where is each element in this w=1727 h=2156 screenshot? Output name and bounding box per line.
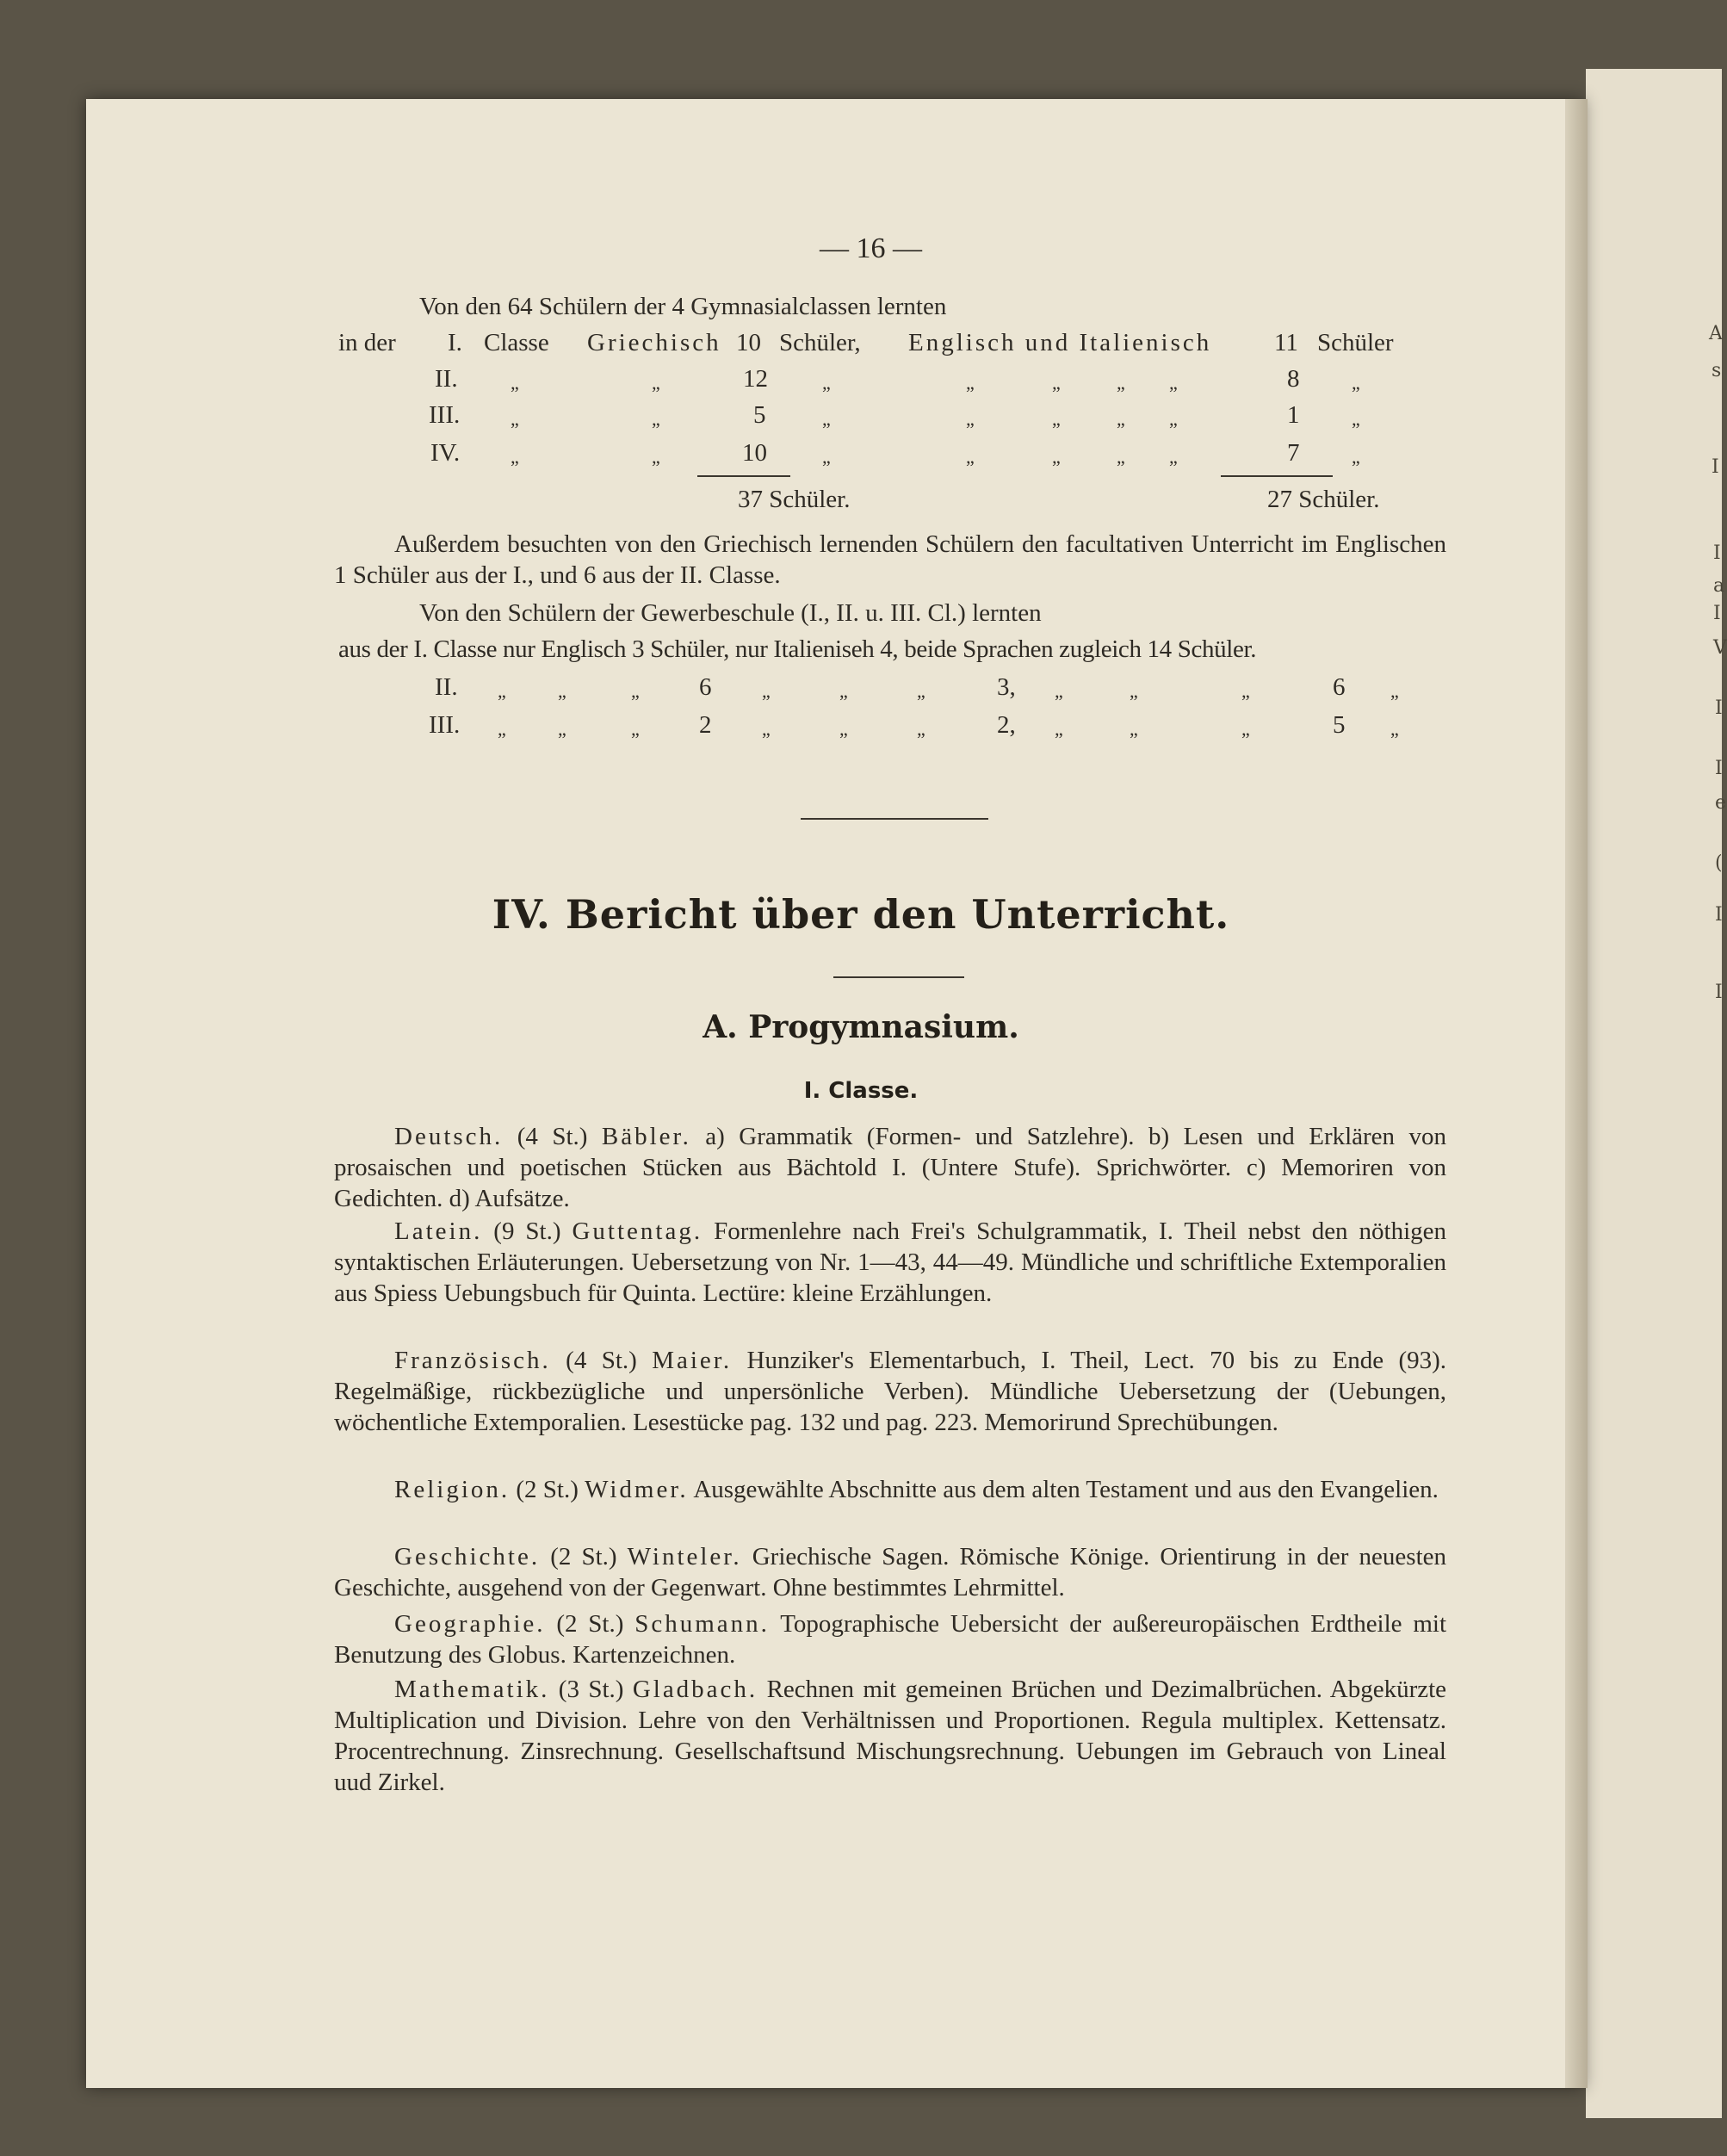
subject-text: Hunziker's Elementarbuch, I. Theil, Lect. 70 bis zu Ende (93). Regelmäßige, rückbezügliche und unpersönliche Verben). Mündliche Uebersetzung der (Uebungen, wöchentliche Extemporalien. Lesestücke pag. 132 und pag. 223. Memorirund Sprechübungen.	[334, 1347, 1447, 1436]
ditto-mark: „	[498, 718, 506, 740]
ditto-mark: „	[822, 446, 831, 468]
ditto-mark: „	[966, 372, 975, 393]
ditto-mark: „	[1055, 718, 1063, 740]
facing-letter: e	[1715, 792, 1727, 814]
subject-teacher: Widmer.	[585, 1476, 689, 1503]
ditto-mark: „	[762, 718, 771, 740]
trade-row-class: II.	[435, 673, 458, 701]
ditto-mark: „	[762, 680, 771, 702]
ditto-mark: „	[511, 446, 519, 468]
subject-teacher: Winteler.	[627, 1543, 742, 1571]
subject-hours: (4 St.)	[566, 1347, 637, 1374]
ditto-mark: „	[966, 408, 975, 430]
ditto-mark: „	[1241, 680, 1250, 702]
ditto-mark: „	[1352, 446, 1360, 468]
facing-letter: V	[1713, 637, 1727, 659]
ditto-mark: „	[1117, 408, 1125, 430]
ditto-mark: „	[558, 718, 566, 740]
ditto-mark: „	[511, 372, 519, 393]
ditto-mark: „	[917, 718, 925, 740]
sum-rule	[1221, 475, 1333, 477]
subject-paragraph	[334, 1608, 1446, 1670]
ditto-mark: „	[1052, 408, 1061, 430]
subject-name: Latein.	[394, 1217, 483, 1245]
stats-unit: Schüler,	[779, 329, 861, 356]
subject-teacher: Bäbler.	[601, 1123, 691, 1150]
ditto-mark: „	[1130, 718, 1138, 740]
ditto-mark: „	[1169, 408, 1178, 430]
ditto-mark: „	[1055, 680, 1063, 702]
trade-italian-count: 3,	[997, 673, 1016, 701]
facing-letter: (	[1715, 852, 1723, 874]
facing-letter: I	[1712, 456, 1719, 478]
facing-letter: I	[1713, 603, 1721, 624]
facing-letter: I	[1715, 904, 1723, 926]
facing-letter: I	[1715, 697, 1723, 719]
subject-hours: (2 St.)	[556, 1610, 624, 1638]
stats-row-class: I.	[448, 329, 462, 356]
stats-unit: Schüler	[1317, 329, 1394, 356]
subject-text: Ausgewählte Abschnitte aus dem alten Testament und aus den Evangelien.	[693, 1476, 1439, 1503]
ditto-mark: „	[966, 446, 975, 468]
ditto-mark: „	[1052, 372, 1061, 393]
stats-label-greek: Griechisch	[587, 329, 721, 356]
stats-row-class: II.	[435, 365, 458, 393]
stats-eng-it-count: 8	[1287, 365, 1300, 393]
subject-text: Griechische Sagen. Römische Könige. Orientirung in der neuesten Geschichte, ausgehend von der Gegenwart. Ohne bestimmtes Lehrmittel.	[334, 1543, 1447, 1602]
ditto-mark: „	[1117, 372, 1125, 393]
ditto-mark: „	[1169, 446, 1178, 468]
ditto-mark: „	[1352, 408, 1360, 430]
ditto-mark: „	[558, 680, 566, 702]
subject-name: Geschichte.	[394, 1543, 541, 1571]
subject-paragraph	[334, 1216, 1446, 1309]
section-divider	[801, 818, 988, 820]
subject-teacher: Schumann.	[634, 1610, 770, 1638]
facing-letter: I	[1713, 542, 1721, 564]
trade-english-count: 2	[699, 711, 712, 739]
ditto-mark: „	[652, 372, 660, 393]
ditto-mark: „	[822, 408, 831, 430]
sum-rule	[697, 475, 790, 477]
trade-both-count: 5	[1333, 711, 1346, 739]
trade-row-class: III.	[429, 711, 461, 739]
ditto-mark: „	[652, 408, 660, 430]
ditto-mark: „	[1052, 446, 1061, 468]
stats-greek-count: 10	[736, 329, 761, 356]
ditto-mark: „	[631, 718, 640, 740]
subject-text: Formenlehre nach Frei's Schulgrammatik, I. Theil nebst den nöthigen syntaktischen Erläuterungen. Uebersetzung von Nr. 1—43, 44—49. Mündliche und schriftliche Extemporalien aus Spiess Uebungsbuch für Quinta. Lectüre: kleine Erzählungen.	[334, 1217, 1447, 1307]
ditto-mark: „	[917, 680, 925, 702]
subject-paragraph	[334, 1345, 1446, 1438]
subject-hours: (9 St.)	[493, 1217, 561, 1245]
facing-letter: A	[1709, 323, 1723, 344]
trade-row-first: aus der I. Classe nur Englisch 3 Schüler, nur Italieniseh 4, beide Sprachen zugleich 14 Schüler.	[338, 635, 1257, 663]
ditto-mark: „	[839, 718, 848, 740]
subject-paragraph	[334, 1674, 1446, 1798]
facing-letter: I	[1715, 758, 1723, 779]
subject-hours: (4 St.)	[517, 1123, 588, 1150]
ditto-mark: „	[511, 408, 519, 430]
subject-text: Topographische Uebersicht der außereuropäischen Erdtheile mit Benutzung des Globus. Kartenzeichnen.	[334, 1610, 1447, 1669]
subject-paragraph	[334, 1541, 1446, 1603]
facing-letter: a	[1713, 575, 1725, 597]
ditto-mark: „	[652, 446, 660, 468]
extra-paragraph: Außerdem besuchten von den Griechisch lernenden Schülern den facultativen Unterricht im Englischen 1 Schüler aus der I., und 6 aus der II. Classe.	[334, 530, 1446, 589]
stats-row-class: III.	[429, 401, 461, 429]
subject-hours: (3 St.)	[558, 1676, 624, 1703]
stats-greek-count: 10	[742, 439, 767, 467]
ditto-mark: „	[631, 680, 640, 702]
subject-name: Französisch.	[394, 1347, 551, 1374]
ditto-mark: „	[822, 372, 831, 393]
page-number: — 16 —	[820, 232, 922, 264]
stats-eng-it-count: 1	[1287, 401, 1300, 429]
ditto-mark: „	[1241, 718, 1250, 740]
ditto-mark: „	[1390, 680, 1399, 702]
subject-name: Deutsch.	[394, 1123, 504, 1150]
trade-english-count: 6	[699, 673, 712, 701]
subject-hours: (2 St.)	[516, 1476, 579, 1503]
stats-greek-count: 5	[753, 401, 766, 429]
facing-letter: s	[1712, 360, 1722, 381]
stats-label-eng-it: Englisch und Italienisch	[908, 329, 1212, 356]
ditto-mark: „	[839, 680, 848, 702]
subject-text: Rechnen mit gemeinen Brüchen und Dezimalbrüchen. Abgekürzte Multiplication und Division. Lehre von den Verhältnissen und Proportionen. Regula multiplex. Kettensatz. Procentrechnung. Zinsrechnung. Gesellschaftsund Mischungsrechnung. Uebungen im Gebrauch von Lineal uud Zirkel.	[334, 1676, 1447, 1796]
ditto-mark: „	[1117, 446, 1125, 468]
subject-hours: (2 St.)	[550, 1543, 617, 1571]
stats-total-greek: 37 Schüler.	[738, 486, 851, 513]
subject-paragraph	[334, 1121, 1446, 1214]
ditto-mark: „	[1352, 372, 1360, 393]
section-title: IV. Bericht über den Unterricht.	[492, 891, 1230, 938]
stats-greek-count: 12	[743, 365, 768, 393]
subject-teacher: Guttentag.	[572, 1217, 703, 1245]
ditto-mark: „	[498, 680, 506, 702]
stats-eng-it-count: 11	[1274, 329, 1298, 356]
stats-row-class: IV.	[430, 439, 461, 467]
class-title: I. Classe.	[803, 1078, 919, 1104]
subject-text: a) Grammatik (Formen- und Satzlehre). b) Lesen und Erklären von prosaischen und poetischen Stücken aus Bächtold I. (Untere Stufe). Sprichwörter. c) Memoriren von Gedichten. d) Aufsätze.	[334, 1123, 1447, 1212]
stats-total-eng-it: 27 Schüler.	[1267, 486, 1380, 513]
ditto-mark: „	[1169, 372, 1178, 393]
trade-intro: Von den Schülern der Gewerbeschule (I., II. u. III. Cl.) lernten	[419, 599, 1042, 627]
subject-paragraph	[334, 1474, 1446, 1505]
subject-name: Geographie.	[394, 1610, 546, 1638]
stats-intro: Von den 64 Schülern der 4 Gymnasialclassen lernten	[419, 293, 947, 320]
subsection-divider	[833, 976, 964, 978]
subject-name: Religion.	[394, 1476, 511, 1503]
subsection-title: A. Progymnasium.	[703, 1009, 1019, 1045]
ditto-mark: „	[1390, 718, 1399, 740]
stats-label-classe: Classe	[484, 329, 549, 356]
subject-teacher: Gladbach.	[632, 1676, 758, 1703]
trade-italian-count: 2,	[997, 711, 1016, 739]
trade-both-count: 6	[1333, 673, 1346, 701]
stats-eng-it-count: 7	[1287, 439, 1300, 467]
facing-letter: I	[1715, 982, 1723, 1003]
stats-row-prefix: in der	[338, 329, 396, 356]
ditto-mark: „	[1130, 680, 1138, 702]
subject-name: Mathematik.	[394, 1676, 550, 1703]
subject-teacher: Maier.	[652, 1347, 733, 1374]
